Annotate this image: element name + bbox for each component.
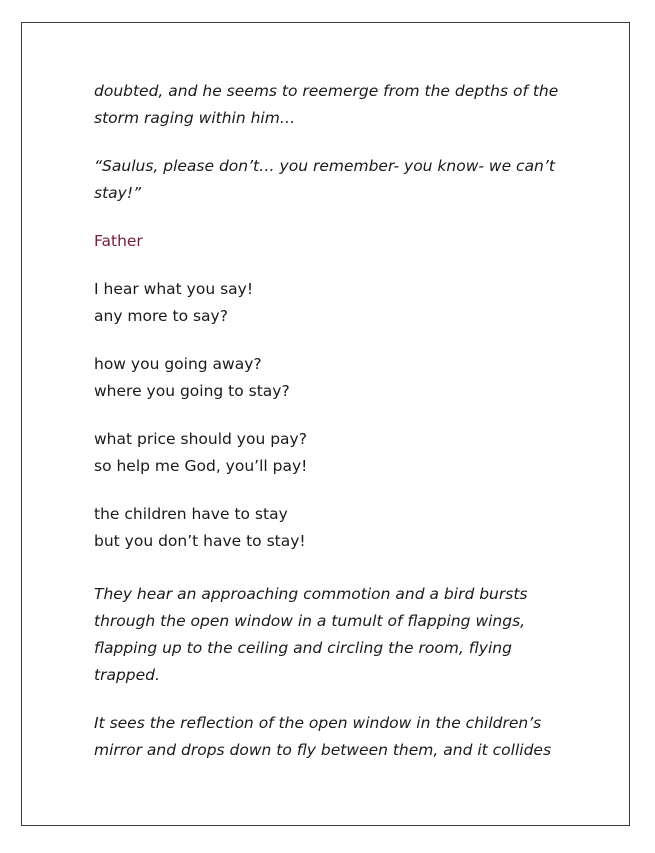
verse-line: so help me God, you’ll pay! (94, 457, 308, 475)
stage-direction: It sees the reflection of the open window in the children’s mirror and drops down to fly between them, and it collides (94, 714, 552, 759)
verse-line: where you going to stay? (94, 382, 290, 400)
stanza (94, 276, 574, 330)
stanza (94, 501, 574, 555)
verse-line: how you going away? (94, 355, 262, 373)
verse-line: what price should you pay? (94, 430, 307, 448)
verse-line: I hear what you say! (94, 280, 254, 298)
verse-line: any more to say? (94, 307, 228, 325)
verse-line: but you don’t have to stay! (94, 532, 306, 550)
stage-direction: doubted, and he seems to reemerge from the depths of the storm raging within him… (94, 82, 559, 127)
stanza (94, 351, 574, 405)
speaker-name: Father (94, 232, 143, 250)
page-content (94, 78, 574, 764)
stage-direction: They hear an approaching commotion and a bird bursts through the open window in a tumult of flapping wings, flapping up to the ceiling and circling the room, flying trapped. (94, 585, 528, 684)
page (21, 22, 630, 826)
quoted-line: “Saulus, please don’t… you remember- you know- we can’t stay!” (94, 157, 555, 202)
stanza (94, 426, 574, 480)
verse-line: the children have to stay (94, 505, 288, 523)
